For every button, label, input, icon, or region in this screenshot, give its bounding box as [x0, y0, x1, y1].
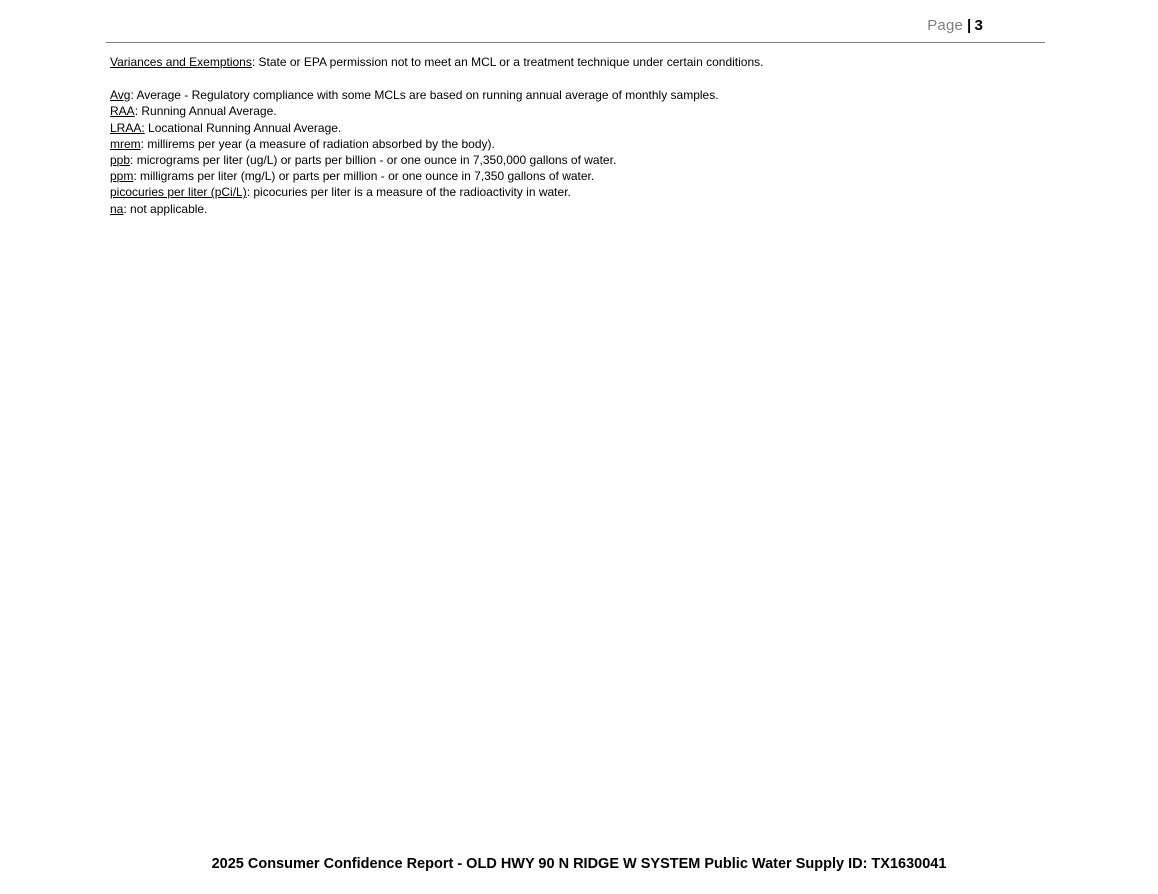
- definition-term: picocuries per liter (pCi/L): [110, 185, 247, 200]
- definition-text: : Running Annual Average.: [134, 104, 277, 119]
- definition-text: : not applicable.: [123, 201, 208, 216]
- definition-text: : millirems per year (a measure of radiation absorbed by the body).: [140, 136, 495, 151]
- definition-avg: [110, 87, 1010, 103]
- definition-term: Avg: [110, 88, 131, 103]
- definition-mrem: [110, 136, 1010, 152]
- definition-term: na: [110, 201, 124, 216]
- page-separator: |: [967, 17, 972, 34]
- definition-text: : State or EPA permission not to meet an MCL or a treatment technique under certain conditions.: [251, 55, 764, 69]
- definition-na: [110, 201, 1010, 217]
- page-number: [927, 17, 983, 34]
- page-header: [106, 16, 1045, 43]
- page-footer: 2025 Consumer Confidence Report - OLD HWY 90 N RIDGE W SYSTEM Public Water Supply ID: TX1630041: [211, 856, 947, 872]
- definition-term: ppb: [110, 153, 131, 168]
- definition-term: ppm: [110, 169, 134, 184]
- definition-text: : micrograms per liter (ug/L) or parts per billion - or one ounce in 7,350,000 gallons of water.: [130, 153, 617, 168]
- definition-text: Locational Running Annual Average.: [144, 120, 342, 135]
- definition-term: RAA: [110, 104, 135, 119]
- definitions-content: [110, 54, 1010, 217]
- definition-term: LRAA:: [110, 120, 145, 135]
- paragraph-gap: [110, 70, 1010, 87]
- definition-raa: [110, 103, 1010, 119]
- definition-term: mrem: [110, 136, 141, 151]
- page-label: Page: [927, 17, 964, 34]
- definition-lraa: [110, 120, 1010, 136]
- definition-ppb: [110, 152, 1010, 168]
- definition-picocuries: [110, 184, 1010, 200]
- definition-variances-exemptions: [110, 54, 1010, 70]
- definition-ppm: [110, 168, 1010, 184]
- definition-text: : Average - Regulatory compliance with some MCLs are based on running annual average of monthly samples.: [130, 88, 719, 103]
- definition-text: : milligrams per liter (mg/L) or parts per million - or one ounce in 7,350 gallons of water.: [133, 169, 595, 184]
- definition-term: Variances and Exemptions: [110, 55, 252, 69]
- definition-text: : picocuries per liter is a measure of the radioactivity in water.: [246, 185, 571, 200]
- page-number-value: 3: [974, 17, 983, 34]
